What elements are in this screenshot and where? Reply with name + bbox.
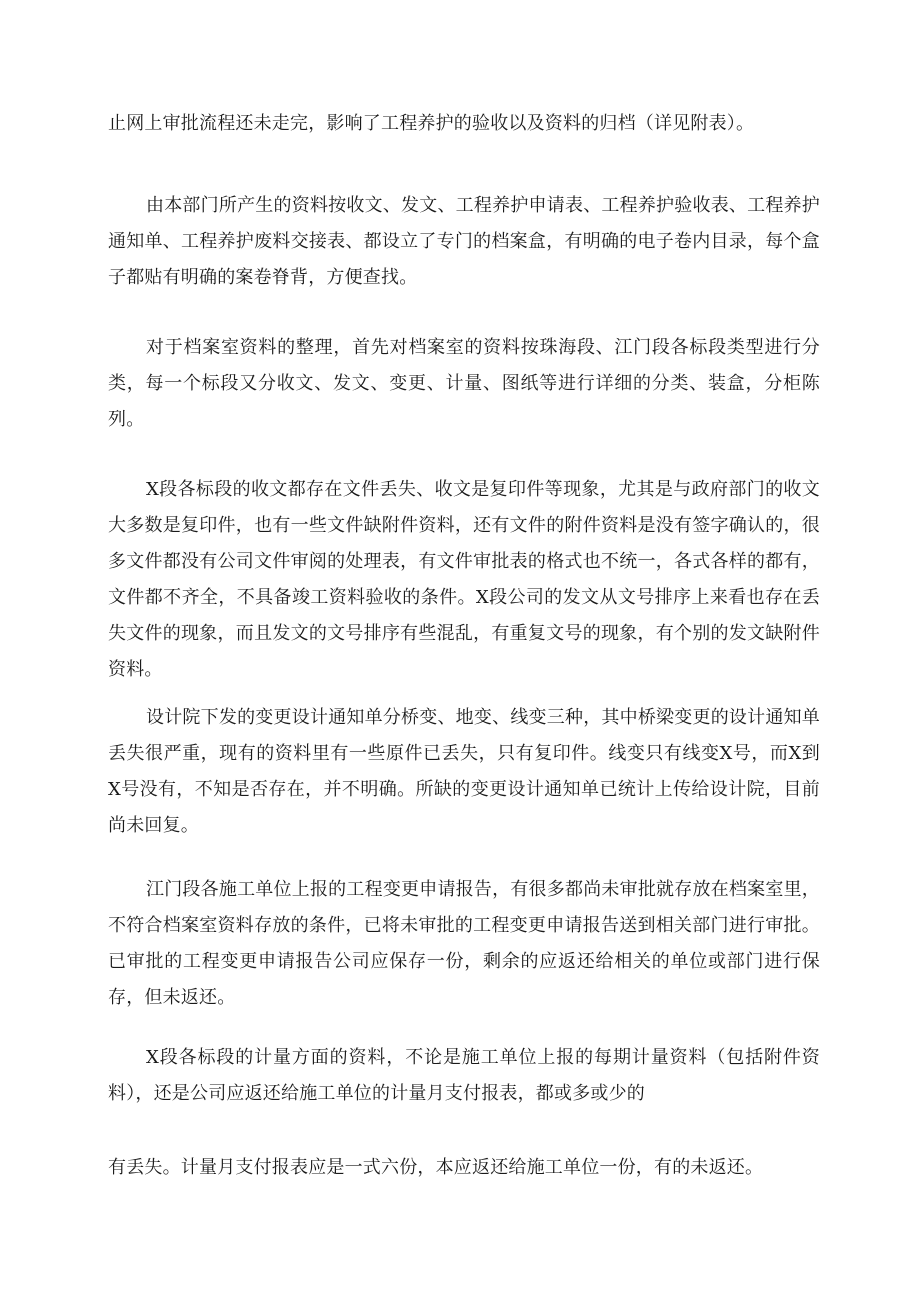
paragraph-change-requests: 江门段各施工单位上报的工程变更申请报告，有很多都尚未审批就存放在档案室里，不符合档案室资料存放的条件，已将未审批的工程变更申请报告送到相关部门进行审批。已审批的工程变更申请报告公司应保存一份，剩余的应返还给相关的单位或部门进行保存，但未返还。	[108, 879, 820, 1008]
paragraph-incoming-files-missing: X段各标段的收文都存在文件丢失、收文是复印件等现象，尤其是与政府部门的收文大多数是复印件，也有一些文件缺附件资料，还有文件的附件资料是没有签字确认的，很多文件都没有公司文件审阅的处理表，有文件审批表的格式也不统一，各式各样的都有，文件都不齐全，不具备竣工资料验收的条件。X段公司的发文从文号排序上来看也存在丢失文件的现象，而且发文的文号排序有些混乱，有重复文号的现象，有个别的发文缺附件资料。	[108, 479, 820, 680]
paragraph-archive-boxes: 由本部门所产生的资料按收文、发文、工程养护申请表、工程养护验收表、工程养护通知单、工程养护废料交接表、都设立了专门的档案盒，有明确的电子卷内目录，每个盒子都贴有明确的案卷脊背，方便查找。	[108, 195, 820, 288]
paragraph-monthly-payment-reports: 有丢失。计量月支付报表应是一式六份，本应返还给施工单位一份，有的未返还。	[108, 1157, 764, 1178]
paragraph-design-change-notices: 设计院下发的变更设计通知单分桥变、地变、线变三种，其中桥梁变更的设计通知单丢失很严重，现有的资料里有一些原件已丢失，只有复印件。线变只有线变X号，而X到X号没有，不知是否存在，并不明确。所缺的变更设计通知单已统计上传给设计院，目前尚未回复。	[108, 707, 820, 836]
paragraph-continuation: 止网上审批流程还未走完，影响了工程养护的验收以及资料的归档（详见附表）。	[108, 113, 755, 134]
paragraph-archive-room-sorting: 对于档案室资料的整理，首先对档案室的资料按珠海段、江门段各标段类型进行分类，每一个标段又分收文、发文、变更、计量、图纸等进行详细的分类、装盒，分柜陈列。	[108, 337, 820, 430]
paragraph-metering-materials: X段各标段的计量方面的资料，不论是施工单位上报的每期计量资料（包括附件资料），还是公司应返还给施工单位的计量月支付报表，都或多或少的	[108, 1047, 820, 1104]
